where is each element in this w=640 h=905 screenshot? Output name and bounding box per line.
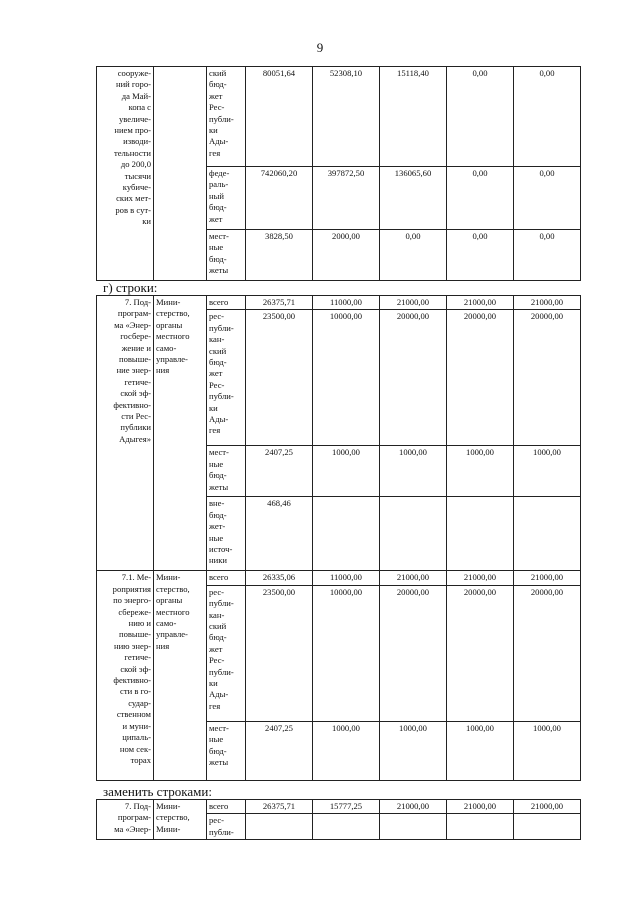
- source-cell: ский бюд- жет Рес- публи- ки Ады- гея: [207, 67, 246, 167]
- value-cell: 21000,00: [514, 571, 581, 585]
- event-name-cell: сооруже- ний горо- да Май- копа с увеличе- нием про- изводи- тельности до 200,0 тысячи кубиче- ских мет- ров в сут- ки: [97, 67, 154, 281]
- source-cell: мест- ные бюд- жеты: [207, 230, 246, 281]
- value-cell: 0,00: [447, 167, 514, 230]
- value-cell: [447, 814, 514, 840]
- value-cell: 0,00: [514, 67, 581, 167]
- section-label-replace: заменить строками:: [103, 784, 212, 799]
- source-cell: рес- публи- кан- ский бюд- жет Рес- публи- ки Ады- гея: [207, 310, 246, 446]
- value-cell: 23500,00: [246, 310, 313, 446]
- source-cell: всего: [207, 571, 246, 585]
- value-cell: [313, 814, 380, 840]
- value-cell: 26335,06: [246, 571, 313, 585]
- value-cell: [313, 497, 380, 571]
- source-cell: рес- публи- кан- ский бюд- жет Рес- публи- ки Ады- гея: [207, 585, 246, 721]
- source-cell: рес- публи-: [207, 814, 246, 840]
- value-cell: 20000,00: [447, 310, 514, 446]
- value-cell: [246, 814, 313, 840]
- budget-table-old: [96, 295, 581, 781]
- value-cell: [380, 814, 447, 840]
- budget-table-continuation: [96, 66, 581, 281]
- budget-table-new: [96, 799, 581, 840]
- value-cell: 0,00: [380, 230, 447, 281]
- value-cell: 0,00: [447, 67, 514, 167]
- value-cell: 23500,00: [246, 585, 313, 721]
- value-cell: 11000,00: [313, 571, 380, 585]
- value-cell: 1000,00: [313, 446, 380, 497]
- table-row: [97, 800, 581, 814]
- source-cell: всего: [207, 800, 246, 814]
- value-cell: 52308,10: [313, 67, 380, 167]
- value-cell: 1000,00: [313, 721, 380, 780]
- table-row: [97, 571, 581, 585]
- source-cell: вне- бюд- жет- ные источ- ники: [207, 497, 246, 571]
- event-name-cell: 7.1. Ме- роприятия по энерго- сбереже- нию и повыше- нию энер- гетиче- ской эф- фективно- сти в го- судар- ственном и муни- ципаль- ном сек- торах: [97, 571, 154, 780]
- program-name-cell: 7. Под- програм- ма «Энер- госбере- жение и повыше- ние энер- гетиче- ской эф- фективно- сти Рес- публики Адыгея»: [97, 296, 154, 571]
- value-cell: 136065,60: [380, 167, 447, 230]
- value-cell: 20000,00: [514, 585, 581, 721]
- page-number: 9: [316, 40, 324, 55]
- value-cell: [447, 497, 514, 571]
- section-label-lines: г) строки:: [103, 280, 158, 295]
- value-cell: 10000,00: [313, 310, 380, 446]
- table-row: [97, 67, 581, 167]
- value-cell: 2407,25: [246, 446, 313, 497]
- value-cell: 20000,00: [447, 585, 514, 721]
- value-cell: 26375,71: [246, 800, 313, 814]
- value-cell: 1000,00: [514, 721, 581, 780]
- value-cell: 26375,71: [246, 296, 313, 310]
- value-cell: 1000,00: [380, 721, 447, 780]
- value-cell: 0,00: [514, 230, 581, 281]
- source-cell: всего: [207, 296, 246, 310]
- value-cell: 21000,00: [447, 800, 514, 814]
- value-cell: 2407,25: [246, 721, 313, 780]
- value-cell: 21000,00: [514, 800, 581, 814]
- value-cell: 3828,50: [246, 230, 313, 281]
- value-cell: 20000,00: [514, 310, 581, 446]
- source-cell: мест- ные бюд- жеты: [207, 446, 246, 497]
- value-cell: [514, 814, 581, 840]
- value-cell: 468,46: [246, 497, 313, 571]
- value-cell: 21000,00: [514, 296, 581, 310]
- value-cell: 1000,00: [447, 721, 514, 780]
- value-cell: [514, 497, 581, 571]
- value-cell: 15118,40: [380, 67, 447, 167]
- value-cell: 10000,00: [313, 585, 380, 721]
- source-cell: феде- раль- ный бюд- жет: [207, 167, 246, 230]
- value-cell: 21000,00: [380, 571, 447, 585]
- value-cell: 80051,64: [246, 67, 313, 167]
- executor-cell: Мини- стерство, Мини-: [154, 800, 207, 840]
- value-cell: 20000,00: [380, 310, 447, 446]
- value-cell: 1000,00: [380, 446, 447, 497]
- value-cell: 1000,00: [514, 446, 581, 497]
- value-cell: 15777,25: [313, 800, 380, 814]
- executor-cell: Мини- стерство, органы местного само- управле- ния: [154, 571, 207, 780]
- executor-cell: [154, 67, 207, 281]
- value-cell: 1000,00: [447, 446, 514, 497]
- value-cell: 21000,00: [447, 296, 514, 310]
- value-cell: 397872,50: [313, 167, 380, 230]
- executor-cell: Мини- стерство, органы местного само- управле- ния: [154, 296, 207, 571]
- program-name-cell: 7. Под- програм- ма «Энер-: [97, 800, 154, 840]
- value-cell: 0,00: [514, 167, 581, 230]
- value-cell: 11000,00: [313, 296, 380, 310]
- value-cell: 742060,20: [246, 167, 313, 230]
- source-cell: мест- ные бюд- жеты: [207, 721, 246, 780]
- value-cell: [380, 497, 447, 571]
- table-row: [97, 296, 581, 310]
- value-cell: 20000,00: [380, 585, 447, 721]
- value-cell: 0,00: [447, 230, 514, 281]
- value-cell: 21000,00: [447, 571, 514, 585]
- value-cell: 2000,00: [313, 230, 380, 281]
- value-cell: 21000,00: [380, 800, 447, 814]
- value-cell: 21000,00: [380, 296, 447, 310]
